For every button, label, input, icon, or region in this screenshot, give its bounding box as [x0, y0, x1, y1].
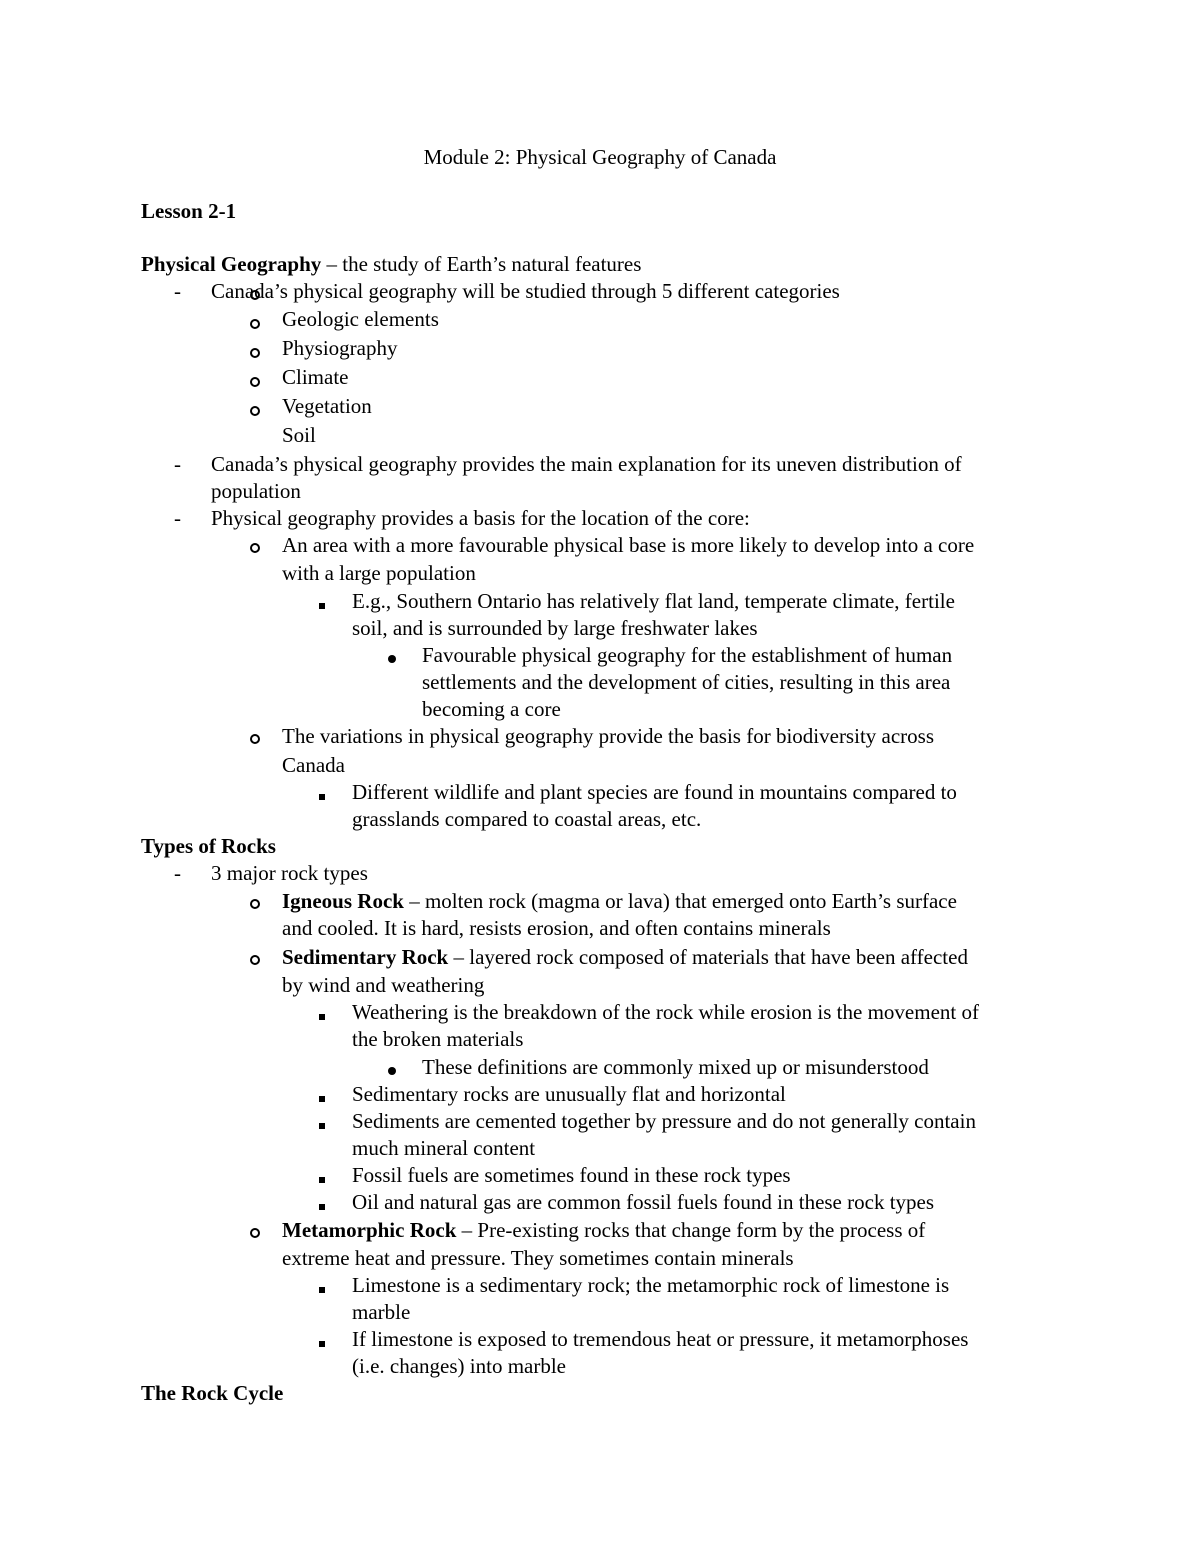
- list-item: Favourable physical geography for the establishment of human: [422, 643, 953, 667]
- list-item: Canada’s physical geography provides the main explanation for its uneven distribution of: [211, 452, 962, 476]
- circle-bullet: [250, 290, 260, 300]
- sedimentary-rock-definition: Sedimentary Rock – layered rock composed of materials that have been affected: [282, 945, 968, 969]
- physical-geography-definition: Physical Geography – the study of Earth’s natural features: [141, 252, 642, 276]
- list-item: Canada’s physical geography will be studied through 5 different categories: [211, 279, 840, 303]
- lesson-heading: Lesson 2-1: [141, 199, 237, 223]
- dash-bullet: -: [174, 506, 181, 530]
- square-bullet: [319, 1123, 325, 1129]
- document-title: Module 2: Physical Geography of Canada: [423, 145, 777, 169]
- list-item: Geologic elements: [282, 307, 439, 331]
- circle-bullet: [250, 734, 260, 744]
- dash-bullet: -: [174, 861, 181, 885]
- list-item-continuation: with a large population: [282, 561, 476, 585]
- list-item: Limestone is a sedimentary rock; the metamorphic rock of limestone is: [352, 1273, 950, 1297]
- dash-bullet: -: [174, 452, 181, 476]
- circle-bullet: [250, 348, 260, 358]
- types-of-rocks-heading: Types of Rocks: [141, 834, 276, 858]
- list-item: E.g., Southern Ontario has relatively flat land, temperate climate, fertile: [352, 589, 955, 613]
- igneous-rock-definition: Igneous Rock – molten rock (magma or lava) that emerged onto Earth’s surface: [282, 889, 957, 913]
- circle-bullet: [250, 319, 260, 329]
- list-item: Vegetation: [282, 394, 372, 418]
- list-item-continuation: the broken materials: [352, 1027, 524, 1051]
- square-bullet: [319, 1204, 325, 1210]
- square-bullet: [319, 1096, 325, 1102]
- dot-bullet: [388, 1067, 396, 1075]
- term-sedimentary-rock: Sedimentary Rock: [282, 945, 449, 969]
- square-bullet: [319, 1287, 325, 1293]
- list-item-continuation: (i.e. changes) into marble: [352, 1354, 566, 1378]
- list-item: Climate: [282, 365, 349, 389]
- term-igneous-rock: Igneous Rock: [282, 889, 404, 913]
- list-item-continuation: grasslands compared to coastal areas, etc.: [352, 807, 702, 831]
- list-item-continuation: much mineral content: [352, 1136, 536, 1160]
- dot-bullet: [388, 655, 396, 663]
- list-item-continuation: becoming a core: [422, 697, 561, 721]
- list-item: Sediments are cemented together by pressure and do not generally contain: [352, 1109, 976, 1133]
- list-item: Fossil fuels are sometimes found in these rock types: [352, 1163, 791, 1187]
- list-item-continuation: settlements and the development of cities, resulting in this area: [422, 670, 951, 694]
- list-item: Oil and natural gas are common fossil fuels found in these rock types: [352, 1190, 935, 1214]
- list-item: The variations in physical geography provide the basis for biodiversity across: [282, 724, 935, 748]
- list-item-continuation: and cooled. It is hard, resists erosion, and often contains minerals: [282, 916, 831, 940]
- list-item: These definitions are commonly mixed up or misunderstood: [422, 1055, 929, 1079]
- list-item-continuation: soil, and is surrounded by large freshwater lakes: [352, 616, 758, 640]
- list-item: Physiography: [282, 336, 398, 360]
- list-item: Physical geography provides a basis for the location of the core:: [211, 506, 750, 530]
- square-bullet: [319, 1177, 325, 1183]
- list-item: If limestone is exposed to tremendous heat or pressure, it metamorphoses: [352, 1327, 969, 1351]
- term-metamorphic-rock: Metamorphic Rock: [282, 1218, 457, 1242]
- square-bullet: [319, 603, 325, 609]
- list-item-continuation: marble: [352, 1300, 411, 1324]
- list-item: Weathering is the breakdown of the rock while erosion is the movement of: [352, 1000, 979, 1024]
- metamorphic-rock-definition: Metamorphic Rock – Pre-existing rocks that change form by the process of: [282, 1218, 926, 1242]
- list-item-continuation: by wind and weathering: [282, 973, 485, 997]
- list-item: Different wildlife and plant species are found in mountains compared to: [352, 780, 957, 804]
- rock-cycle-heading: The Rock Cycle: [141, 1381, 284, 1405]
- list-item: An area with a more favourable physical base is more likely to develop into a core: [282, 533, 975, 557]
- list-item-continuation: Canada: [282, 753, 345, 777]
- list-item-continuation: population: [211, 479, 301, 503]
- list-item-continuation: extreme heat and pressure. They sometimes contain minerals: [282, 1246, 794, 1270]
- circle-bullet: [250, 543, 260, 553]
- circle-bullet: [250, 377, 260, 387]
- circle-bullet: [250, 899, 260, 909]
- list-item: 3 major rock types: [211, 861, 368, 885]
- list-item: Sedimentary rocks are unusually flat and horizontal: [352, 1082, 786, 1106]
- square-bullet: [319, 1341, 325, 1347]
- circle-bullet: [250, 955, 260, 965]
- square-bullet: [319, 1014, 325, 1020]
- square-bullet: [319, 794, 325, 800]
- dash-bullet: -: [174, 279, 181, 303]
- list-item: Soil: [282, 423, 316, 447]
- term-physical-geography: Physical Geography: [141, 252, 322, 276]
- circle-bullet: [250, 406, 260, 416]
- circle-bullet: [250, 1228, 260, 1238]
